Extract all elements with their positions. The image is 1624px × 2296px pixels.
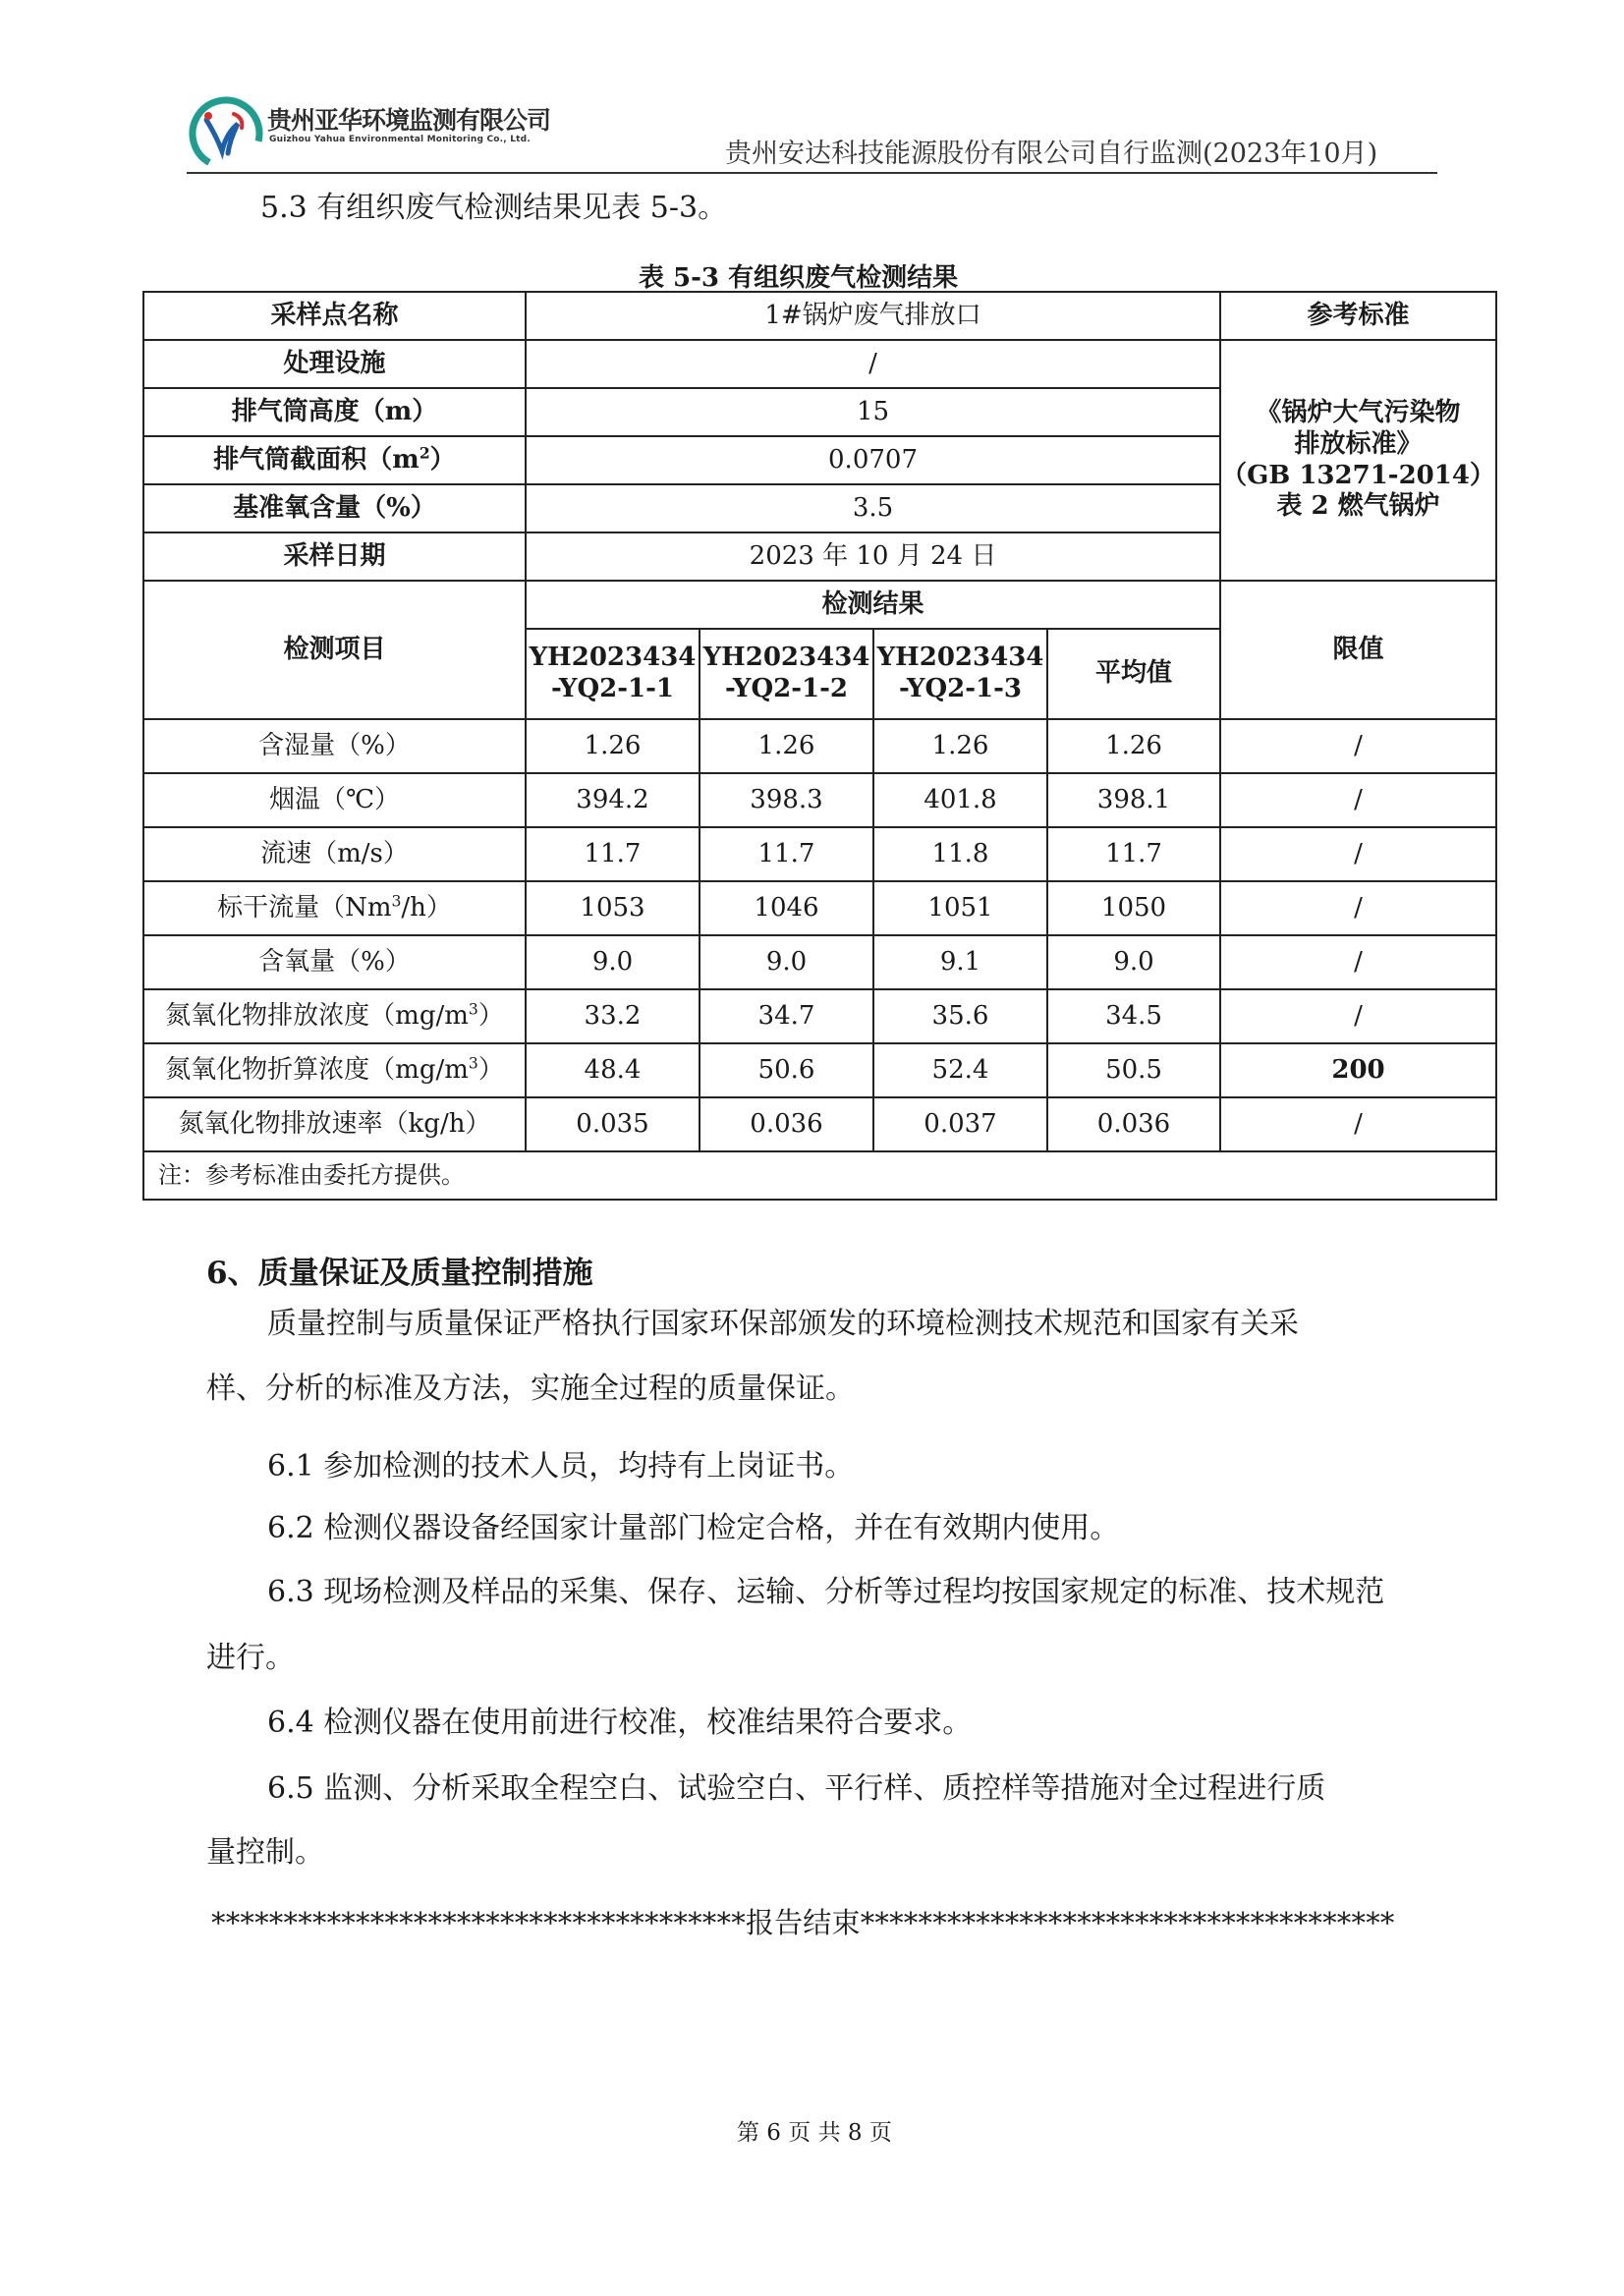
limit-value: / bbox=[1220, 719, 1496, 773]
limit-value: / bbox=[1220, 1097, 1496, 1151]
table-row bbox=[143, 935, 1496, 989]
superscript: 2 bbox=[419, 442, 430, 462]
superscript: 3 bbox=[468, 1053, 478, 1072]
info-label: 处理设施 bbox=[143, 340, 526, 388]
table-row bbox=[143, 292, 1496, 340]
paragraph: 进行。 bbox=[206, 1641, 295, 1675]
sample-id-header bbox=[526, 629, 700, 719]
result-value: 1046 bbox=[700, 881, 873, 935]
result-value: 11.7 bbox=[526, 827, 700, 881]
item-name bbox=[143, 989, 526, 1043]
item-name bbox=[143, 1043, 526, 1097]
average-value: 50.5 bbox=[1047, 1043, 1220, 1097]
average-value: 1050 bbox=[1047, 881, 1220, 935]
table-row bbox=[143, 773, 1496, 827]
result-value: 34.7 bbox=[700, 989, 873, 1043]
paragraph: 6.3 现场检测及样品的采集、保存、运输、分析等过程均按国家规定的标准、技术规范 bbox=[267, 1575, 1385, 1609]
paragraph: 样、分析的标准及方法，实施全过程的质量保证。 bbox=[206, 1372, 855, 1406]
info-value: 1#锅炉废气排放口 bbox=[526, 292, 1220, 340]
sample-id-header bbox=[700, 629, 873, 719]
item-name-text: /h） bbox=[401, 892, 452, 923]
item-name-text: 氮氧化物排放浓度（mg/m bbox=[165, 1000, 469, 1031]
paragraph: 量控制。 bbox=[206, 1835, 324, 1870]
company-name-en: Guizhou Yahua Environmental Monitoring Co., Ltd. bbox=[269, 135, 531, 144]
table-row bbox=[143, 719, 1496, 773]
sample-id-line: -YQ2-1-3 bbox=[899, 674, 1022, 703]
result-value: 52.4 bbox=[873, 1043, 1047, 1097]
result-value: 48.4 bbox=[526, 1043, 700, 1097]
ref-standard bbox=[1220, 340, 1496, 581]
result-value: 33.2 bbox=[526, 989, 700, 1043]
item-name-text: 烟温（℃） bbox=[268, 784, 401, 814]
intro-text: 5.3 有组织废气检测结果见表 5-3。 bbox=[260, 191, 728, 225]
item-name-text: ） bbox=[477, 1000, 504, 1031]
result-value: 1053 bbox=[526, 881, 700, 935]
avg-header: 平均值 bbox=[1047, 629, 1220, 719]
table-row bbox=[143, 989, 1496, 1043]
result-value: 11.7 bbox=[700, 827, 873, 881]
item-name-text: 含氧量（%） bbox=[258, 946, 411, 977]
sample-id-header bbox=[873, 629, 1047, 719]
average-value: 1.26 bbox=[1047, 719, 1220, 773]
result-value: 1.26 bbox=[873, 719, 1047, 773]
result-value: 35.6 bbox=[873, 989, 1047, 1043]
item-name-text: 标干流量（Nm bbox=[217, 892, 392, 923]
report-title: 贵州安达科技能源股份有限公司自行监测(2023年10月) bbox=[725, 139, 1378, 169]
paragraph: 6.1 参加检测的技术人员，均持有上岗证书。 bbox=[267, 1449, 855, 1484]
table-row bbox=[143, 581, 1496, 629]
item-name-text: ） bbox=[477, 1054, 504, 1085]
limit-value: / bbox=[1220, 773, 1496, 827]
ref-standard-line: 表 2 燃气锅炉 bbox=[1276, 491, 1440, 522]
info-value: 2023 年 10 月 24 日 bbox=[526, 532, 1220, 581]
paragraph: 质量控制与质量保证严格执行国家环保部颁发的环境检测技术规范和国家有关采 bbox=[267, 1307, 1299, 1341]
table-row bbox=[143, 1043, 1496, 1097]
result-value: 0.037 bbox=[873, 1097, 1047, 1151]
limit-value: / bbox=[1220, 827, 1496, 881]
item-header: 检测项目 bbox=[143, 581, 526, 719]
result-value: 0.035 bbox=[526, 1097, 700, 1151]
report-end-marker: *************************************报告结束************************************* bbox=[211, 1906, 1395, 1939]
table-caption: 表 5-3 有组织废气检测结果 bbox=[639, 263, 959, 293]
result-rows bbox=[143, 719, 1496, 1151]
info-label: 采样日期 bbox=[143, 532, 526, 581]
page-number: 第 6 页 共 8 页 bbox=[737, 2120, 892, 2146]
ref-standard-line: （GB 13271-2014） bbox=[1221, 460, 1495, 490]
item-name bbox=[143, 1097, 526, 1151]
result-value: 11.8 bbox=[873, 827, 1047, 881]
table-row bbox=[143, 1151, 1496, 1200]
ref-standard-line: 《锅炉大气污染物 bbox=[1256, 398, 1461, 428]
results-header: 检测结果 bbox=[526, 581, 1220, 629]
info-label bbox=[143, 436, 526, 484]
result-value: 0.036 bbox=[700, 1097, 873, 1151]
limit-value: / bbox=[1220, 935, 1496, 989]
item-name-text: 含湿量（%） bbox=[258, 730, 411, 760]
table-row bbox=[143, 340, 1496, 388]
result-value: 401.8 bbox=[873, 773, 1047, 827]
result-value: 9.1 bbox=[873, 935, 1047, 989]
company-logo-emblem bbox=[187, 94, 265, 173]
sample-id-line: YH2023434 bbox=[876, 643, 1044, 673]
paragraph: 6.4 检测仪器在使用前进行校准，校准结果符合要求。 bbox=[267, 1706, 973, 1740]
sample-id-line: YH2023434 bbox=[702, 643, 870, 673]
info-value: 3.5 bbox=[526, 484, 1220, 532]
result-value: 1.26 bbox=[526, 719, 700, 773]
superscript: 3 bbox=[468, 999, 478, 1018]
sample-id-line: -YQ2-1-2 bbox=[725, 674, 848, 703]
item-name-text: 流速（m/s） bbox=[260, 838, 409, 868]
ref-standard-line: 排放标准》 bbox=[1294, 428, 1423, 459]
item-name-text: 氮氧化物折算浓度（mg/m bbox=[165, 1054, 469, 1085]
sample-id-line: -YQ2-1-1 bbox=[551, 674, 674, 703]
header-divider bbox=[187, 172, 1437, 174]
average-value: 398.1 bbox=[1047, 773, 1220, 827]
company-name-cn: 贵州亚华环境监测有限公司 bbox=[267, 106, 551, 135]
paragraph: 6.2 检测仪器设备经国家计量部门检定合格，并在有效期内使用。 bbox=[267, 1511, 1120, 1545]
info-label: 排气筒高度（m） bbox=[143, 388, 526, 436]
results-table bbox=[142, 291, 1497, 1201]
table-row bbox=[143, 881, 1496, 935]
limit-value: / bbox=[1220, 989, 1496, 1043]
info-label: 基准氧含量（%） bbox=[143, 484, 526, 532]
result-value: 9.0 bbox=[526, 935, 700, 989]
superscript: 3 bbox=[391, 891, 402, 910]
section-title: 6、质量保证及质量控制措施 bbox=[206, 1256, 593, 1291]
item-name bbox=[143, 827, 526, 881]
result-value: 1.26 bbox=[700, 719, 873, 773]
info-label-text: 排气筒截面积（m bbox=[213, 444, 420, 475]
item-name bbox=[143, 881, 526, 935]
average-value: 11.7 bbox=[1047, 827, 1220, 881]
limit-value: 200 bbox=[1220, 1043, 1496, 1097]
average-value: 9.0 bbox=[1047, 935, 1220, 989]
item-name-text: 氮氧化物排放速率（kg/h） bbox=[178, 1108, 491, 1139]
limit-value: / bbox=[1220, 881, 1496, 935]
item-name bbox=[143, 719, 526, 773]
table-row bbox=[143, 1097, 1496, 1151]
table-row bbox=[143, 827, 1496, 881]
limit-header: 限值 bbox=[1220, 581, 1496, 719]
info-label: 采样点名称 bbox=[143, 292, 526, 340]
item-name bbox=[143, 773, 526, 827]
average-value: 34.5 bbox=[1047, 989, 1220, 1043]
result-value: 50.6 bbox=[700, 1043, 873, 1097]
ref-header: 参考标准 bbox=[1220, 292, 1496, 340]
info-value: 0.0707 bbox=[526, 436, 1220, 484]
sample-id-line: YH2023434 bbox=[529, 643, 697, 673]
paragraph: 6.5 监测、分析采取全程空白、试验空白、平行样、质控样等措施对全过程进行质 bbox=[267, 1771, 1326, 1806]
average-value: 0.036 bbox=[1047, 1097, 1220, 1151]
table-note: 注：参考标准由委托方提供。 bbox=[143, 1151, 1496, 1200]
item-name bbox=[143, 935, 526, 989]
info-value: 15 bbox=[526, 388, 1220, 436]
result-value: 398.3 bbox=[700, 773, 873, 827]
result-value: 9.0 bbox=[700, 935, 873, 989]
info-label-text: ） bbox=[429, 444, 456, 475]
result-value: 1051 bbox=[873, 881, 1047, 935]
result-value: 394.2 bbox=[526, 773, 700, 827]
info-value: / bbox=[526, 340, 1220, 388]
